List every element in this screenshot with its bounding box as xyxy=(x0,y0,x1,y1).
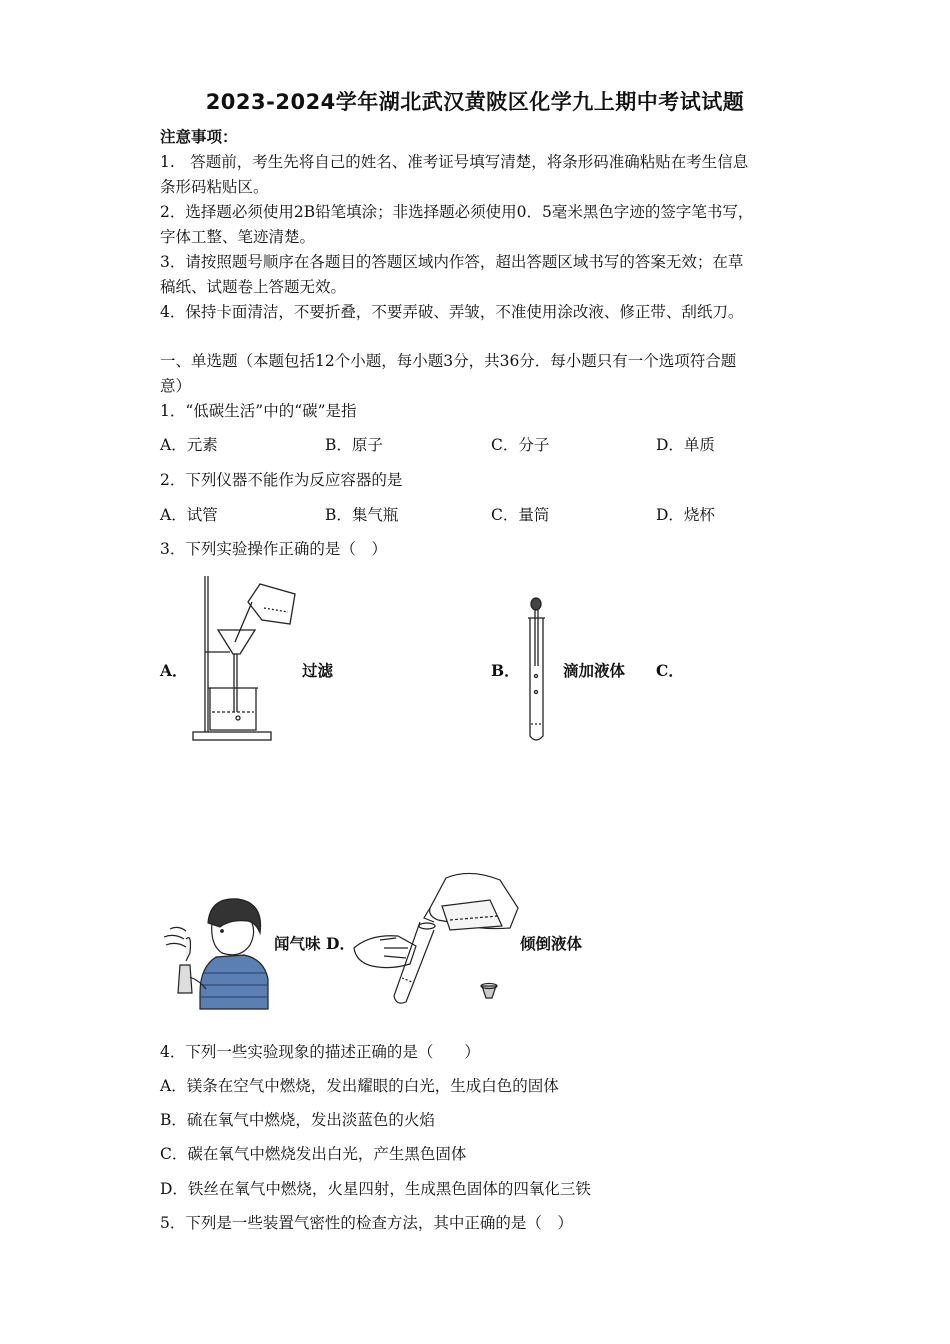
q3-option-a-caption: 过滤 xyxy=(302,661,334,680)
q1-option-c: C．分子 xyxy=(491,436,550,454)
q4-option-b: B．硫在氧气中燃烧，发出淡蓝色的火焰 xyxy=(160,1111,435,1129)
notice-line-7: 4．保持卡面清洁，不要折叠，不要弄破、弄皱，不准使用涂改液、修正带、刮纸刀。 xyxy=(160,303,744,321)
section-heading-line-2: 意） xyxy=(160,377,192,395)
notice-line-5: 3．请按照题号顺序在各题目的答题区域内作答，超出答题区域书写的答案无效；在草 xyxy=(160,253,744,271)
q4-stem: 4．下列一些实验现象的描述正确的是（ ） xyxy=(160,1043,480,1061)
notice-line-1: 1. 答题前，考生先将自己的姓名、准考证号填写清楚，将条形码准确粘贴在考生信息 xyxy=(160,153,749,171)
q4-option-c: C．碳在氧气中燃烧发出白光，产生黑色固体 xyxy=(160,1145,467,1163)
q1-option-a: A．元素 xyxy=(160,436,218,454)
q1-option-b: B．原子 xyxy=(325,436,383,454)
q3-option-c-caption: 闻气味 xyxy=(274,934,321,953)
notice-line-6: 稿纸、试题卷上答题无效。 xyxy=(160,278,347,296)
notice-heading: 注意事项： xyxy=(160,127,238,146)
q3-option-d-caption: 倾倒液体 xyxy=(520,934,583,953)
exam-title: 2023-2024学年湖北武汉黄陂区化学九上期中考试试题 xyxy=(205,90,745,114)
q1-option-d: D．单质 xyxy=(656,436,715,454)
section-heading-line-1: 一、单选题（本题包括12个小题，每小题3分，共36分．每小题只有一个选项符合题 xyxy=(160,352,737,370)
filtration-figure xyxy=(190,572,305,744)
q4-option-a: A．镁条在空气中燃烧，发出耀眼的白光，生成白色的固体 xyxy=(160,1077,559,1095)
notice-line-3: 2．选择题必须使用2B铅笔填涂；非选择题必须使用0．5毫米黑色字迹的签字笔书写， xyxy=(160,203,754,221)
pouring-liquid-figure xyxy=(350,868,520,1010)
notice-line-4: 字体工整、笔迹清楚。 xyxy=(160,228,316,246)
q3-option-b-letter: B． xyxy=(491,661,520,680)
q2-option-b: B．集气瓶 xyxy=(325,506,399,524)
q3-option-d-letter: D． xyxy=(326,934,355,953)
q1-stem: 1．“低碳生活”中的“碳”是指 xyxy=(160,402,357,420)
q2-option-d: D．烧杯 xyxy=(656,506,715,524)
q2-stem: 2．下列仪器不能作为反应容器的是 xyxy=(160,471,403,489)
q4-option-d: D．铁丝在氧气中燃烧，火星四射，生成黑色固体的四氧化三铁 xyxy=(160,1180,591,1198)
q3-option-b-caption: 滴加液体 xyxy=(563,661,626,680)
q2-option-c: C．量筒 xyxy=(491,506,550,524)
q3-stem: 3．下列实验操作正确的是（ ） xyxy=(160,540,387,558)
q2-option-a: A．试管 xyxy=(160,506,218,524)
notice-line-2: 条形码粘贴区。 xyxy=(160,178,269,196)
smell-odor-figure xyxy=(160,893,272,1011)
q5-stem: 5．下列是一些装置气密性的检查方法，其中正确的是（ ） xyxy=(160,1214,573,1232)
dropper-figure xyxy=(522,596,552,746)
q3-option-a-letter: A． xyxy=(160,661,188,680)
q3-option-c-letter: C． xyxy=(656,661,684,680)
